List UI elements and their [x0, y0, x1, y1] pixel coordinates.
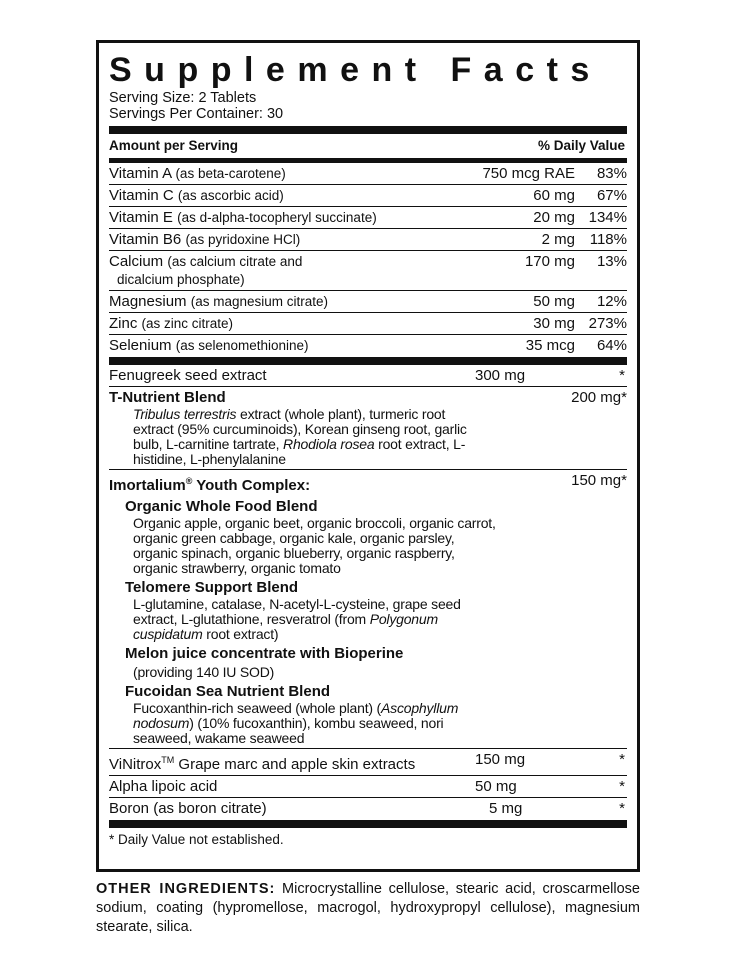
italic-term: Ascophyllum nodosum [133, 700, 459, 731]
ingredient-amount: 300 mg [475, 367, 526, 384]
nutrient-amount: 170 mg [524, 253, 575, 270]
blend-dv: * [621, 472, 627, 489]
nutrient-dv: 83% [596, 165, 627, 182]
sub-blend-description [109, 701, 627, 746]
other-ingredients [96, 880, 640, 937]
vinitrox-row [109, 748, 627, 775]
desc-text: ) (10% fucoxanthin), kombu seaweed, nori seaweed, wakame seaweed [133, 715, 444, 746]
nutrient-detail: (as beta-carotene) [175, 166, 286, 181]
thick-divider [109, 820, 627, 828]
italic-term: Tribulus terrestris [133, 406, 237, 422]
nutrient-row [109, 228, 627, 250]
other-ingredients-label: OTHER INGREDIENTS: [96, 881, 276, 897]
nutrient-amount: 30 mg [533, 315, 575, 332]
ingredient-amount: 5 mg [489, 800, 523, 817]
blend-dv: * [621, 389, 627, 406]
ingredient-name: Alpha lipoic acid [109, 778, 218, 795]
blend-amount: 150 mg [571, 472, 622, 489]
nutrient-row [109, 312, 627, 334]
nutrient-row [109, 250, 627, 290]
nutrient-amount: 2 mg [541, 231, 575, 248]
blend-amount: 200 mg [571, 389, 622, 406]
nutrient-dv: 13% [596, 253, 627, 270]
desc-text: extract (whole plant), turmeric root extract (95% curcuminoids), Korean ginseng root, garlic bulb, L-carnitine tartrate, [133, 406, 467, 452]
nutrient-row [109, 334, 627, 356]
blend-name-suffix: Youth Complex: [192, 477, 311, 494]
nutrient-detail-line2: dicalcium phosphate) [117, 272, 245, 287]
brand-name: ViNitrox [109, 756, 162, 773]
sub-blend-title: Telomere Support Blend [125, 579, 299, 596]
blend-title [109, 472, 571, 495]
imortalium-block [109, 469, 627, 748]
desc-text: root extract) [202, 626, 279, 642]
panel-title: Supplement Facts [109, 51, 602, 89]
ingredient-dv: * [619, 367, 625, 384]
trademark: TM [161, 755, 175, 765]
servings-per-container: Servings Per Container: 30 [109, 106, 284, 122]
ingredient-dv: * [619, 778, 625, 795]
nutrient-name: Zinc [109, 315, 138, 332]
registered-mark: ® [185, 476, 193, 486]
other-ingredients-text: Microcrystalline cellulose, stearic acid, croscarmellose sodium, coating (hypromellose, macrogol, hydroxypropyl cellulose), magnesium stearate, silica. [96, 881, 640, 935]
dv-header: % Daily Value [537, 138, 625, 153]
blend-description [109, 407, 627, 467]
sub-blend-description: (providing 140 IU SOD) [133, 664, 275, 680]
blend-name: Imortalium [109, 477, 186, 494]
ingredient-name: Fenugreek seed extract [109, 367, 267, 384]
nutrient-name: Magnesium [109, 293, 187, 310]
nutrient-row [109, 163, 627, 184]
nutrient-dv: 273% [588, 315, 627, 332]
sub-blend-title: Melon juice concentrate with Bioperine [125, 645, 404, 662]
nutrient-detail: (as zinc citrate) [141, 316, 234, 331]
desc-text: L-glutamine, catalase, N-acetyl-L-cysteine, grape seed extract, L-glutathione, resveratrol (from [133, 596, 461, 627]
ingredient-name-suffix: Grape marc and apple skin extracts [174, 756, 416, 773]
nutrient-row [109, 290, 627, 312]
nutrient-detail: (as ascorbic acid) [177, 188, 284, 203]
ingredient-name [109, 751, 475, 774]
ingredient-dv: * [619, 800, 625, 817]
italic-term: Rhodiola rosea [283, 436, 375, 452]
nutrient-amount: 20 mg [533, 209, 575, 226]
nutrient-amount: 60 mg [533, 187, 575, 204]
nutrient-dv: 64% [596, 337, 627, 354]
nutrient-detail: (as pyridoxine HCl) [185, 232, 301, 247]
thick-divider [109, 126, 627, 134]
nutrient-detail: (as selenomethionine) [175, 338, 309, 353]
nutrient-name: Vitamin B6 [109, 231, 182, 248]
desc-text: root extract, L-histidine, L-phenylalanine [133, 436, 466, 467]
nutrient-dv: 118% [589, 231, 627, 248]
nutrient-name: Selenium [109, 337, 172, 354]
nutrient-amount: 750 mcg RAE [482, 165, 575, 182]
nutrient-row [109, 184, 627, 206]
desc-text: Fucoxanthin-rich seaweed (whole plant) ( [133, 700, 382, 716]
supplement-facts-panel [96, 40, 640, 872]
boron-row [109, 797, 627, 819]
ingredient-amount: 50 mg [475, 778, 517, 795]
fenugreek-row [109, 365, 627, 386]
sub-blend-title: Organic Whole Food Blend [125, 498, 318, 515]
footnote: * Daily Value not established. [109, 832, 284, 847]
nutrient-amount: 50 mg [533, 293, 575, 310]
blend-title: T-Nutrient Blend [109, 389, 226, 406]
nutrient-detail: (as calcium citrate and [167, 254, 303, 269]
nutrient-name: Vitamin C [109, 187, 174, 204]
ingredient-name: Boron (as boron citrate) [109, 800, 267, 817]
nutrient-row [109, 206, 627, 228]
nutrient-amount: 35 mcg [525, 337, 575, 354]
ingredient-dv: * [619, 751, 625, 768]
nutrient-dv: 67% [596, 187, 627, 204]
sub-blend-description [109, 597, 627, 642]
italic-term: Polygonum cuspidatum [133, 611, 438, 642]
amount-header: Amount per Serving [109, 138, 239, 153]
serving-size: Serving Size: 2 Tablets [109, 90, 257, 106]
thick-divider [109, 357, 627, 365]
nutrient-detail: (as d-alpha-tocopheryl succinate) [177, 210, 377, 225]
column-header [109, 134, 627, 158]
nutrient-name: Vitamin E [109, 209, 173, 226]
nutrient-dv: 134% [588, 209, 627, 226]
ingredient-amount: 150 mg [475, 751, 526, 768]
nutrient-name: Vitamin A [109, 165, 172, 182]
sub-blend-description: Organic apple, organic beet, organic broccoli, organic carrot, organic green cabbage, organic kale, organic parsley, organic spinach, organic blueberry, organic raspberry, organic strawberry, organic tomato [133, 515, 496, 576]
alpha-row [109, 775, 627, 797]
nutrient-name: Calcium [109, 253, 164, 270]
nutrient-dv: 12% [596, 293, 627, 310]
tnutrient-block [109, 386, 627, 469]
nutrient-detail: (as magnesium citrate) [190, 294, 329, 309]
sub-blend-title: Fucoidan Sea Nutrient Blend [125, 683, 331, 700]
